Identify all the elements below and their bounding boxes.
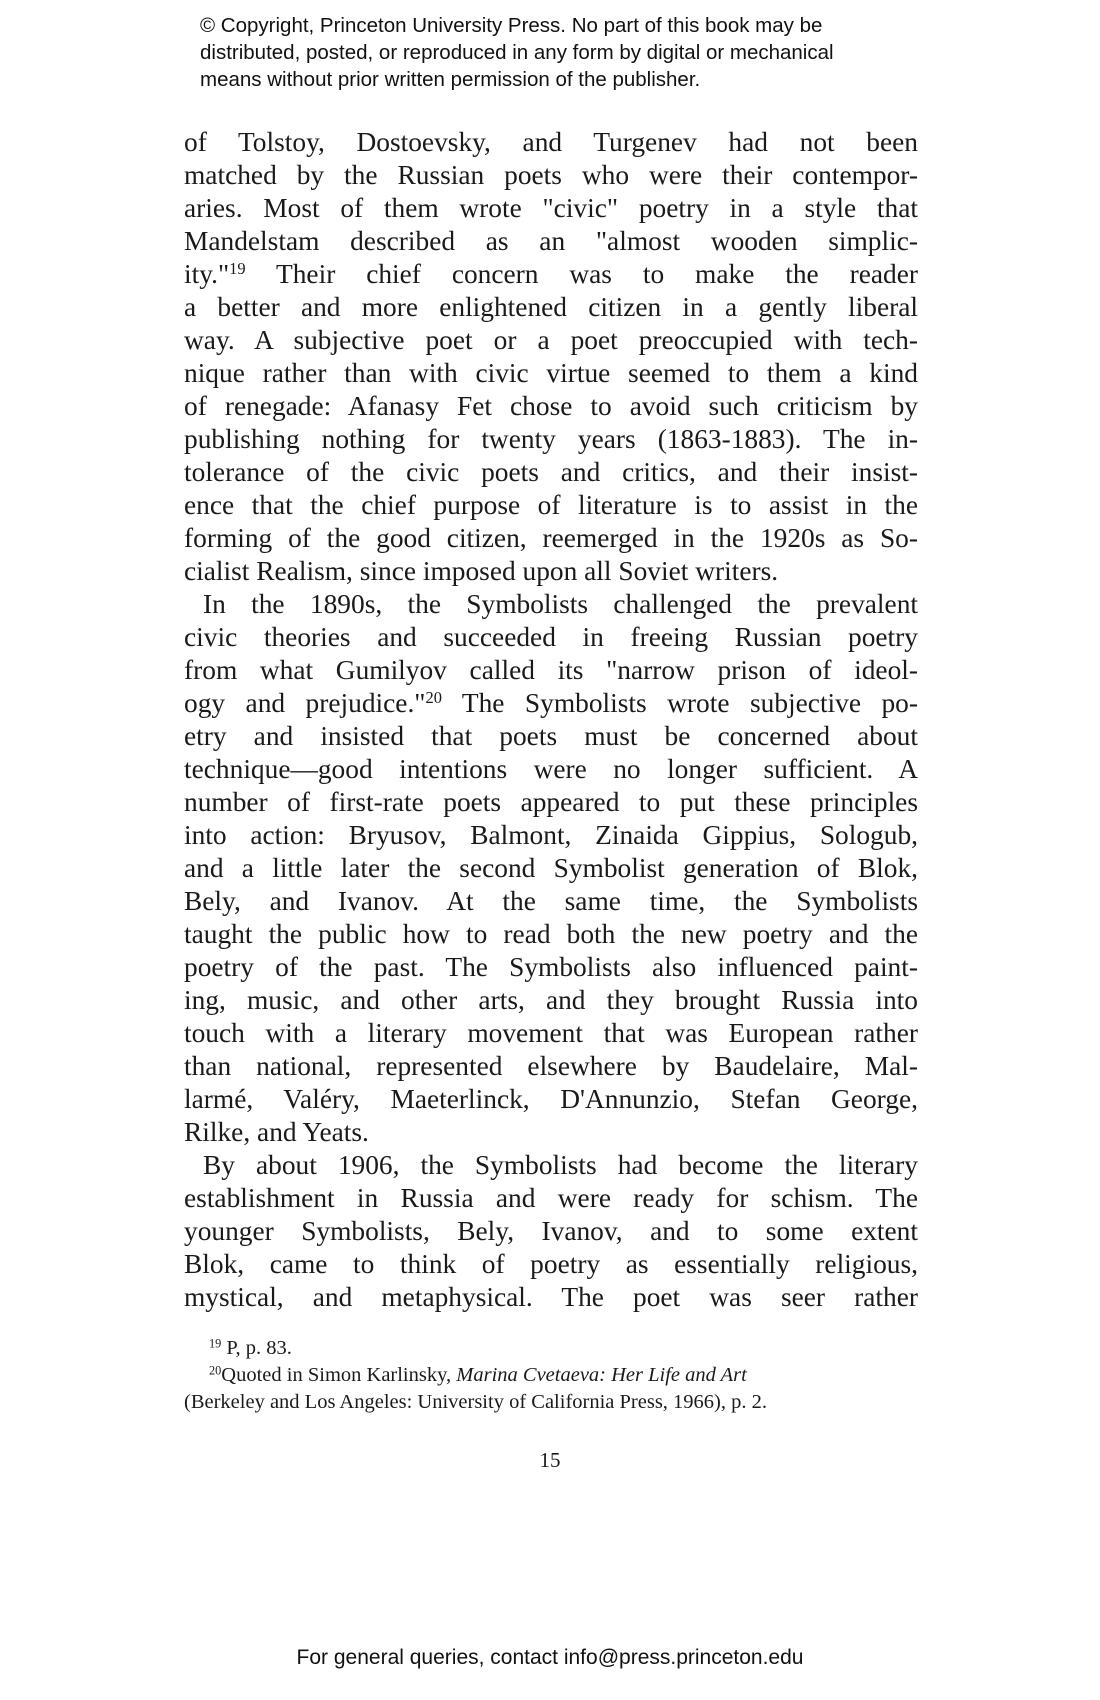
paragraph-start-line: By about 1906, the Symbolists had become the literary	[203, 1150, 918, 1180]
text-line: touch with a literary movement that was European rather	[184, 1018, 918, 1048]
footnote-ref-20[interactable]: 20	[425, 687, 442, 707]
text-line: into action: Bryusov, Balmont, Zinaida Gippius, Sologub,	[184, 820, 918, 850]
text-line: ing, music, and other arts, and they brought Russia into	[184, 985, 918, 1015]
copyright-line: distributed, posted, or reproduced in any form by digital or mechanical	[200, 41, 834, 64]
text-line: way. A subjective poet or a poet preoccupied with tech-	[184, 325, 918, 355]
text-line: number of first-rate poets appeared to put these principles	[184, 787, 918, 817]
text-line: technique—good intentions were no longer sufficient. A	[184, 754, 918, 784]
footnote-marker: 19	[209, 1336, 222, 1351]
text-line: establishment in Russia and were ready for schism. The	[184, 1183, 918, 1213]
text-line: ogy and prejudice."$^{20}$ The Symbolists wrote subjective po-	[184, 687, 918, 718]
text-line: publishing nothing for twenty years (1863-1883). The in-	[184, 424, 918, 454]
copyright-line: means without prior written permission of the publisher.	[200, 68, 701, 91]
text-line: forming of the good citizen, reemerged in the 1920s as So-	[184, 523, 918, 553]
copyright-line: © Copyright, Princeton University Press. No part of this book may be	[200, 14, 823, 37]
text-line: nique rather than with civic virtue seemed to them a kind	[184, 358, 918, 388]
text-line: ity."$^{19}$ Their chief concern was to make the reader	[184, 258, 918, 289]
paragraph-start-line: In the 1890s, the Symbolists challenged the prevalent	[203, 589, 918, 619]
text-line: a better and more enlightened citizen in a gently liberal	[184, 292, 918, 322]
page-number: 15	[539, 1448, 561, 1472]
footnote-20: $^{20}$Quoted in Simon Karlinsky, Marina Cvetaeva: Her Life and Art	[209, 1363, 747, 1386]
text-line: from what Gumilyov called its "narrow prison of ideol-	[184, 655, 918, 685]
text-line: tolerance of the civic poets and critics, and their insist-	[184, 457, 918, 487]
copyright-notice	[200, 12, 920, 93]
footnote-19: $^{19}$ P, p. 83.	[209, 1336, 292, 1359]
footnotes	[184, 1335, 918, 1416]
contact-footer: For general queries, contact info@press.princeton.edu	[296, 1646, 804, 1669]
text-line: Mandelstam described as an "almost wooden simplic-	[184, 226, 918, 256]
text-line: than national, represented elsewhere by Baudelaire, Mal-	[184, 1051, 918, 1081]
text-line: taught the public how to read both the new poetry and the	[184, 919, 918, 949]
text-line: cialist Realism, since imposed upon all Soviet writers.	[184, 556, 779, 586]
footnote-20-continuation: (Berkeley and Los Angeles: University of California Press, 1966), p. 2.	[184, 1391, 767, 1413]
text-line: ence that the chief purpose of literature is to assist in the	[184, 490, 918, 520]
text-line: aries. Most of them wrote "civic" poetry in a style that	[184, 193, 918, 223]
text-line: Blok, came to think of poetry as essentially religious,	[184, 1249, 918, 1279]
text-line: younger Symbolists, Bely, Ivanov, and to some extent	[184, 1216, 918, 1246]
text-line: etry and insisted that poets must be concerned about	[184, 721, 918, 751]
text-line: of renegade: Afanasy Fet chose to avoid such criticism by	[184, 391, 918, 421]
text-line: mystical, and metaphysical. The poet was seer rather	[184, 1282, 918, 1312]
text-line: larmé, Valéry, Maeterlinck, D'Annunzio, Stefan George,	[184, 1084, 918, 1114]
text-line: civic theories and succeeded in freeing Russian poetry	[184, 622, 918, 652]
text-line: Bely, and Ivanov. At the same time, the Symbolists	[184, 886, 918, 916]
text-line: and a little later the second Symbolist generation of Blok,	[184, 853, 918, 883]
cited-book-title: Marina Cvetaeva: Her Life and Art	[456, 1364, 747, 1386]
text-line: matched by the Russian poets who were their contempor-	[184, 160, 918, 190]
footnote-ref-19[interactable]: 19	[229, 258, 246, 278]
body-text	[184, 126, 918, 1314]
text-line: poetry of the past. The Symbolists also influenced paint-	[184, 952, 918, 982]
text-line: of Tolstoy, Dostoevsky, and Turgenev had not been	[184, 127, 918, 157]
footnote-marker: 20	[209, 1363, 222, 1378]
text-line: Rilke, and Yeats.	[184, 1117, 369, 1147]
